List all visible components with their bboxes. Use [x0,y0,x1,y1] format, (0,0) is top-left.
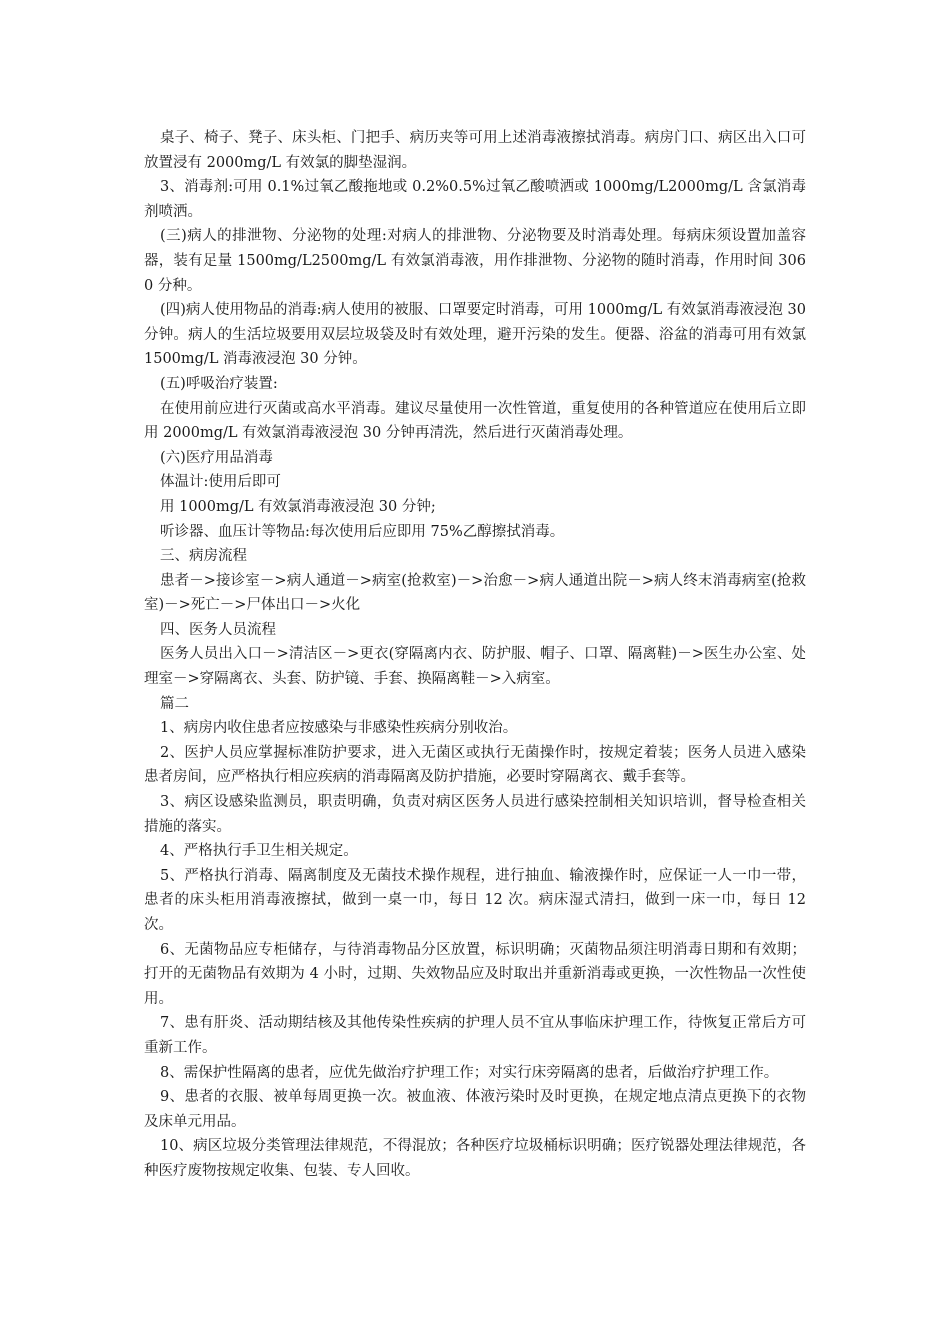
list-item-1: 1、病房内收住患者应按感染与非感染性疾病分别收治。 [160,720,518,737]
list-item-8: 8、需保护性隔离的患者，应优先做治疗护理工作；对实行床旁隔离的患者，后做治疗护理工作。 [160,1064,779,1081]
paragraph-respiratory: 在使用前应进行灭菌或高水平消毒。建议尽量使用一次性管道，重复使用的各种管道应在使用后立即用 2000mg/L 有效氯消毒液浸泡 30 分钟再清洗，然后进行灭菌消毒处理。 [144,400,806,442]
paragraph-soak: 用 1000mg/L 有效氯消毒液浸泡 30 分钟; [160,498,436,515]
paragraph-patient-items: (四)病人使用物品的消毒:病人使用的被服、口罩要定时消毒，可用 1000mg/L 有效氯消毒液浸泡 30 分钟。病人的生活垃圾要用双层垃圾袋及时有效处理，避开污染的发生。便器、浴盆的消毒可用有效氯 1500mg/L 消毒液浸泡 30 分钟。 [144,302,806,368]
paragraph-disinfect-furniture: 桌子、椅子、凳子、床头柜、门把手、病历夹等可用上述消毒液擦拭消毒。病房门口、病区出入口可放置浸有 2000mg/L 有效氯的脚垫湿润。 [144,130,806,171]
section-heading-ward-flow: 三、病房流程 [160,548,247,565]
paragraph-disinfectant: 3、消毒剂:可用 0.1%过氧乙酸拖地或 0.2%0.5%过氧乙酸喷洒或 1000mg/L2000mg/L 含氯消毒剂喷洒。 [144,179,806,220]
list-item-4: 4、严格执行手卫生相关规定。 [160,843,358,860]
section-heading-part-two: 篇二 [160,695,189,712]
list-item-10: 10、病区垃圾分类管理法律规范，不得混放；各种医疗垃圾桶标识明确；医疗锐器处理法律规范，各种医疗废物按规定收集、包装、专人回收。 [144,1138,806,1179]
paragraph-stethoscope: 听诊器、血压计等物品:每次使用后应即用 75%乙醇擦拭消毒。 [160,523,565,540]
list-item-6: 6、无菌物品应专柜储存，与待消毒物品分区放置，标识明确；灭菌物品须注明消毒日期和有效期；打开的无菌物品有效期为 4 小时，过期、失效物品应及时取出并重新消毒或更换，一次性物品一次性使用。 [144,941,806,1007]
list-item-3: 3、病区设感染监测员，职责明确，负责对病区医务人员进行感染控制相关知识培训，督导检查相关措施的落实。 [144,794,806,835]
document-body [144,126,806,1184]
paragraph-respiratory-heading: (五)呼吸治疗装置: [160,375,278,392]
paragraph-staff-flow: 医务人员出入口－>清洁区－>更衣(穿隔离内衣、防护服、帽子、口罩、隔离鞋)－>医生办公室、处理室－>穿隔离衣、头套、防护镜、手套、换隔离鞋－>入病室。 [144,646,806,688]
list-item-5: 5、严格执行消毒、隔离制度及无菌技术操作规程，进行抽血、输液操作时，应保证一人一巾一带，患者的床头柜用消毒液擦拭，做到一桌一巾，每日 12 次。病床湿式清扫，做到一床一巾，每日 12 次。 [144,867,806,933]
paragraph-excreta: (三)病人的排泄物、分泌物的处理:对病人的排泄物、分泌物要及时消毒处理。每病床须设置加盖容器，装有足量 1500mg/L2500mg/L 有效氯消毒液，用作排泄物、分泌物的随时消毒，作用时间 3060 分种。 [144,228,806,294]
list-item-7: 7、患有肝炎、活动期结核及其他传染性疾病的护理人员不宜从事临床护理工作，待恢复正常后方可重新工作。 [144,1015,806,1056]
paragraph-thermometer: 体温计:使用后即可 [160,474,281,491]
list-item-2: 2、医护人员应掌握标准防护要求，进入无菌区或执行无菌操作时，按规定着装；医务人员进入感染患者房间，应严格执行相应疾病的消毒隔离及防护措施，必要时穿隔离衣、戴手套等。 [144,744,806,786]
list-item-9: 9、患者的衣服、被单每周更换一次。被血液、体液污染时及时更换，在规定地点清点更换下的衣物及床单元用品。 [144,1089,806,1130]
paragraph-medical-items-heading: (六)医疗用品消毒 [160,449,273,466]
paragraph-ward-flow: 患者－>接诊室－>病人通道－>病室(抢救室)－>治愈－>病人通道出院－>病人终末消毒病室(抢救室)－>死亡－>尸体出口－>火化 [144,572,806,614]
section-heading-staff-flow: 四、医务人员流程 [160,621,276,638]
